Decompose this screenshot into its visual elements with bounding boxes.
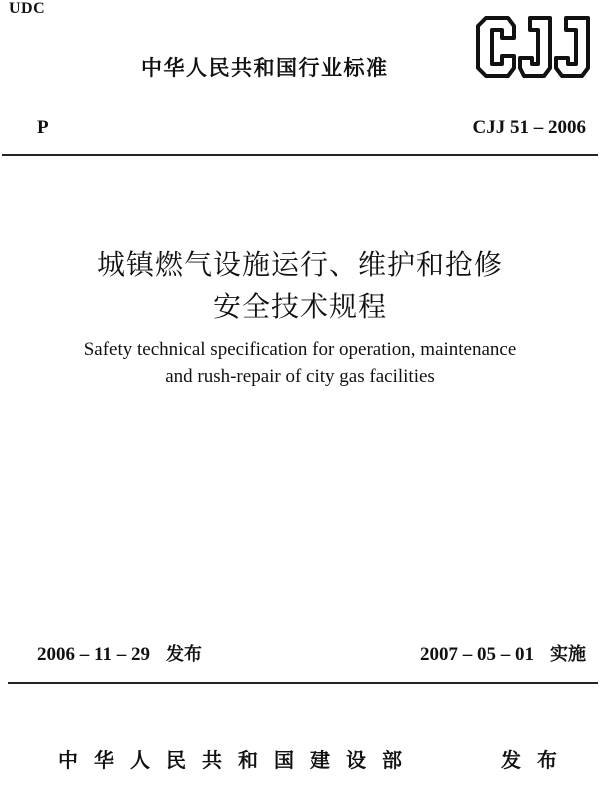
title-english-line1: Safety technical specification for operation, maintenance [83, 339, 517, 360]
implement-date-block [420, 640, 586, 666]
standard-category-title: 中华人民共和国行业标准 [141, 56, 389, 80]
standard-number: CJJ 51 – 2006 [472, 117, 586, 138]
title-chinese-line2: 安全技术规程 [212, 290, 387, 323]
issue-date: 2006 – 11 – 29 [37, 644, 150, 665]
publisher-name: 中华人民共和国建设部 [58, 748, 418, 772]
implement-label: 实施 [550, 644, 586, 665]
bottom-divider [8, 682, 598, 684]
title-english-line2: and rush-repair of city gas facilities [165, 366, 435, 387]
issue-label: 发布 [165, 644, 202, 665]
title-chinese-line1: 城镇燃气设施运行、维护和抢修 [96, 248, 503, 281]
cjj-logo [474, 12, 592, 82]
udc-label: UDC [9, 0, 46, 17]
issue-date-block [37, 640, 202, 666]
top-divider [2, 154, 598, 156]
implement-date: 2007 – 05 – 01 [420, 644, 534, 665]
publish-label: 发布 [501, 748, 573, 772]
classification-code: P [37, 117, 49, 138]
